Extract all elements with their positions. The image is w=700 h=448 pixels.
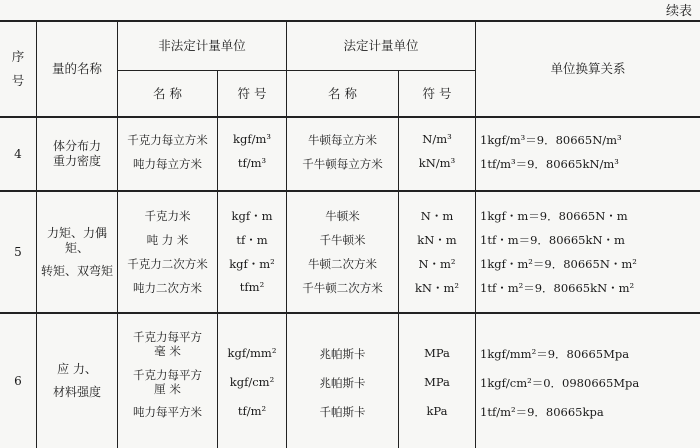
legal-name: 牛顿二次方米 — [308, 257, 377, 271]
conversion-formula: 1kgf/mm²＝9．80665Mpa — [480, 347, 630, 361]
continued-label: 续表 — [665, 4, 692, 19]
nonlegal-symbol: tfm² — [239, 280, 265, 294]
nonlegal-symbol: tf・m — [236, 233, 268, 247]
name-line: 千克力每平方 — [133, 330, 202, 344]
legal-symbol: N・m — [420, 209, 454, 223]
header-quantity-label: 量的名称 — [51, 61, 102, 77]
nonlegal-symbol: kgf/mm² — [227, 346, 277, 360]
quantity-line: 重力密度 — [52, 154, 101, 168]
row6-quantity — [37, 314, 117, 448]
nonlegal-name: 千克力每立方米 — [127, 133, 208, 147]
nonlegal-name: 吨 力 米 — [146, 233, 189, 247]
row5-quantity — [37, 192, 117, 312]
quantity-line: 力矩、力偶矩、 — [46, 225, 107, 255]
nonlegal-symbol: kgf/cm² — [229, 375, 275, 389]
quantity-line: 体分布力 — [52, 139, 101, 153]
legal-symbol: MPa — [424, 375, 450, 389]
header-symbol-nonlegal — [218, 71, 286, 116]
header-symbol-label: 符 号 — [422, 85, 452, 101]
seq-number: 6 — [14, 373, 22, 388]
nonlegal-name: 千克力二次方米 — [127, 257, 208, 271]
header-seq — [0, 22, 36, 116]
quantity-line: 转矩、双弯矩 — [40, 263, 113, 278]
conversion-formula: 1kgf・m²＝9．80665N・m² — [480, 257, 637, 271]
legal-name: 牛顿每立方米 — [308, 133, 377, 147]
legal-symbol: MPa — [424, 346, 450, 360]
conversion-formula: 1tf/m²＝9．80665kpa — [480, 405, 604, 419]
header-conversion — [476, 22, 700, 116]
row4-seq — [0, 118, 36, 190]
legal-name: 牛顿米 — [325, 209, 360, 223]
header-symbol-label: 符 号 — [237, 85, 267, 101]
legal-symbol: kN・m — [417, 233, 457, 247]
legal-symbol: N・m² — [418, 257, 456, 271]
nonlegal-name — [118, 330, 217, 358]
header-nonlegal — [118, 22, 286, 70]
nonlegal-name: 吨力每立方米 — [133, 157, 202, 171]
nonlegal-name — [118, 368, 217, 396]
nonlegal-symbol: kgf・m — [231, 209, 273, 223]
legal-name: 兆帕斯卡 — [319, 347, 366, 361]
legal-name: 千牛顿每立方米 — [302, 157, 383, 171]
nonlegal-name — [118, 404, 217, 420]
header-seq-bottom: 号 — [11, 73, 25, 88]
seq-number: 5 — [14, 244, 22, 259]
header-symbol-legal — [399, 71, 475, 116]
nonlegal-symbol: tf/m³ — [237, 156, 267, 170]
header-name-label: 名 称 — [328, 85, 357, 101]
name-line: 厘 米 — [154, 382, 181, 396]
quantity-line: 应 力、 — [57, 362, 97, 376]
header-name-nonlegal — [118, 71, 217, 116]
legal-name: 千牛顿米 — [319, 233, 366, 247]
header-name-label: 名 称 — [153, 85, 182, 101]
row5-seq — [0, 192, 36, 312]
nonlegal-symbol: kgf/m³ — [233, 132, 271, 146]
name-line: 千克力每平方 — [133, 368, 202, 382]
header-seq-top: 序 — [11, 49, 25, 65]
conversion-formula: 1kgf/cm²＝0．0980665Mpa — [480, 376, 640, 390]
legal-name: 兆帕斯卡 — [319, 376, 366, 390]
conversion-formula: 1tf・m＝9．80665kN・m — [480, 233, 625, 247]
header-quantity — [37, 22, 117, 116]
legal-name: 千牛顿二次方米 — [302, 281, 383, 295]
header-legal-label: 法定计量单位 — [343, 38, 419, 54]
seq-number: 4 — [14, 146, 22, 161]
conversion-formula: 1tf/m³＝9．80665kN/m³ — [480, 157, 619, 171]
name-line: 毫 米 — [154, 344, 181, 358]
legal-symbol: kN/m³ — [418, 156, 456, 170]
quantity-line: 材料强度 — [52, 385, 101, 399]
conversion-formula: 1kgf/m³＝9．80665N/m³ — [480, 133, 622, 147]
nonlegal-symbol: kgf・m² — [229, 257, 275, 271]
row6-seq — [0, 314, 36, 448]
nonlegal-name: 吨力二次方米 — [133, 281, 202, 295]
header-conversion-label: 单位换算关系 — [550, 61, 626, 77]
row4-quantity — [37, 118, 117, 190]
legal-symbol: kN・m² — [414, 281, 460, 295]
nonlegal-symbol: tf/m² — [237, 404, 267, 418]
conversion-formula: 1tf・m²＝9．80665kN・m² — [480, 281, 635, 295]
header-name-legal — [287, 71, 398, 116]
legal-symbol: N/m³ — [422, 132, 452, 146]
legal-symbol: kPa — [426, 404, 448, 418]
name-line: 吨力每平方米 — [133, 405, 202, 419]
header-nonlegal-label: 非法定计量单位 — [158, 38, 246, 54]
conversion-formula: 1kgf・m＝9．80665N・m — [480, 209, 628, 223]
nonlegal-name: 千克力米 — [144, 209, 191, 223]
header-legal — [287, 22, 475, 70]
legal-name: 千帕斯卡 — [319, 405, 366, 419]
